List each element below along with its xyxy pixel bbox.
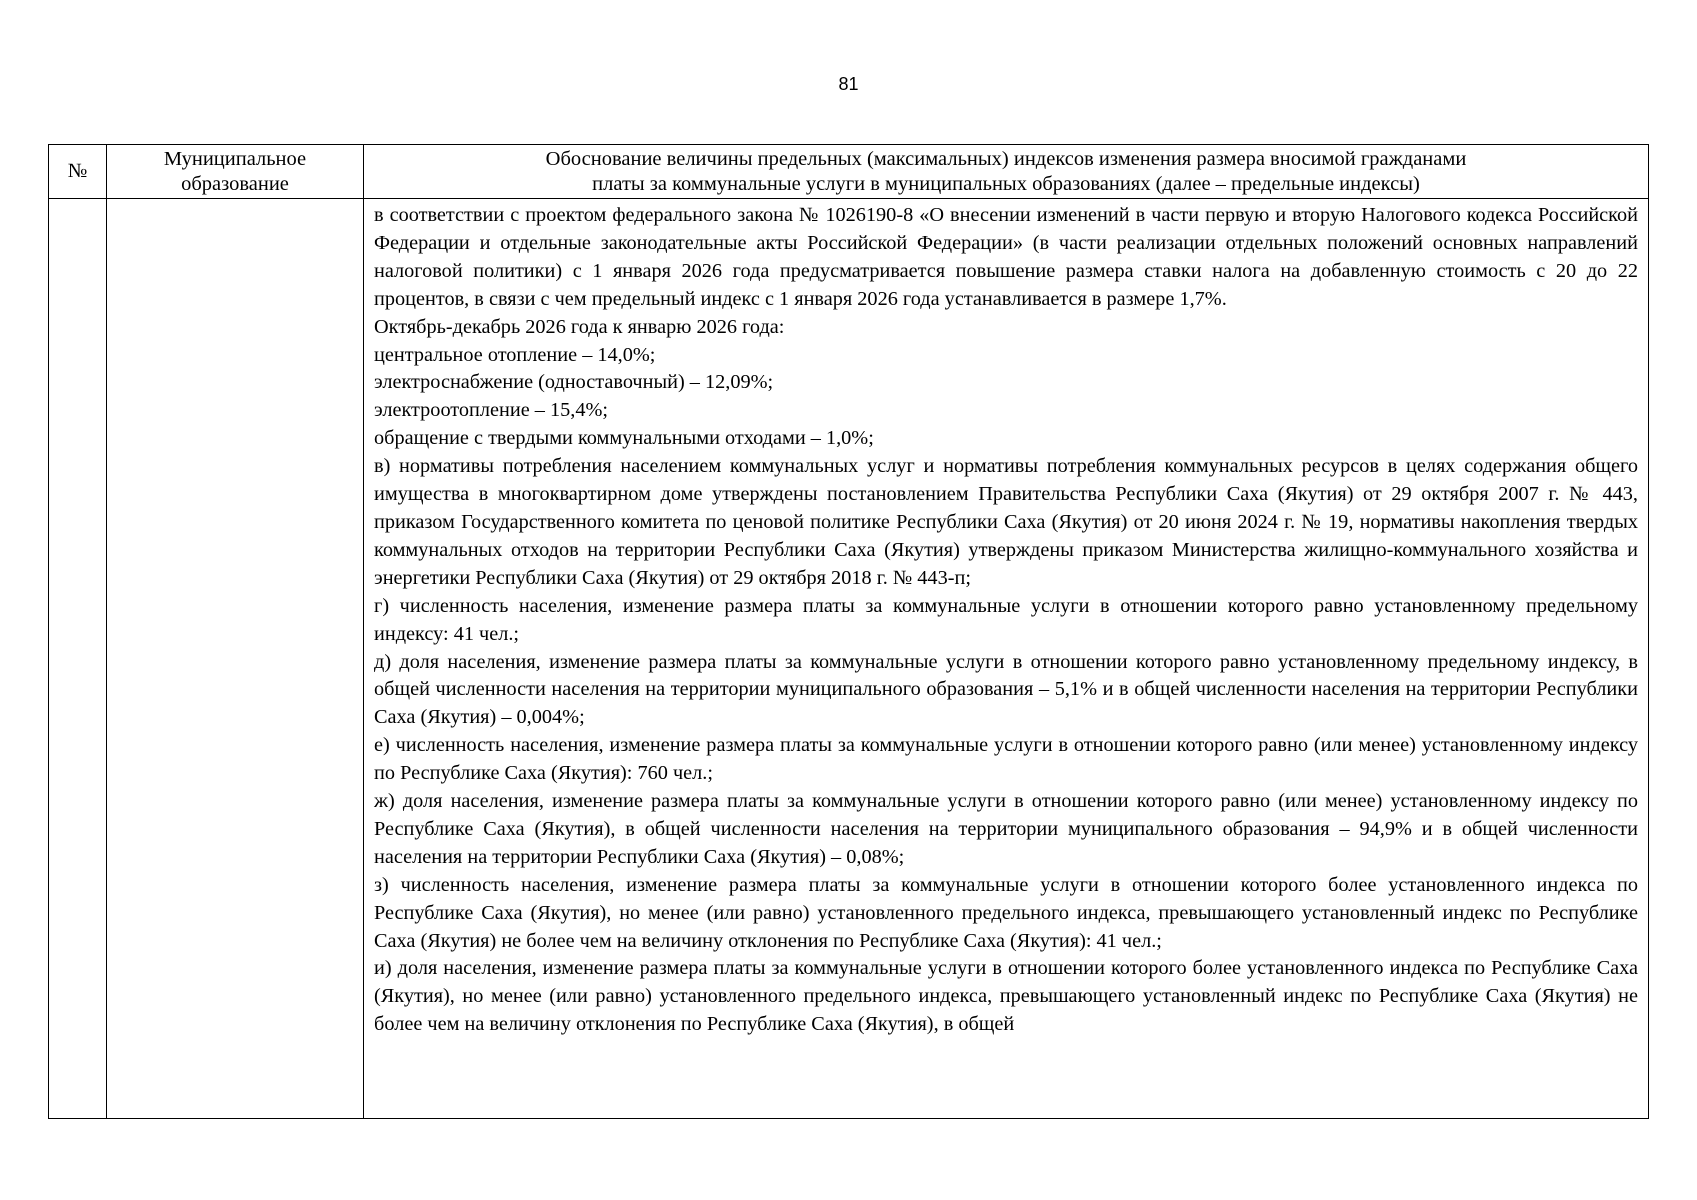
row-justification-cell xyxy=(364,199,1649,1119)
paragraph-electric-heating: электроотопление – 15,4%; xyxy=(374,399,609,422)
row-municipality-cell xyxy=(107,199,364,1119)
table-row xyxy=(49,199,1649,1119)
justification-text xyxy=(364,199,1648,1114)
paragraph-item-e: е) численность населения, изменение размера платы за коммунальные услуги в отношении которого равно (или менее) установленному индексу по Республике Саха (Якутия): 760 чел.; xyxy=(374,734,1638,785)
paragraph-period-heading: Октябрь-декабрь 2026 года к январю 2026 года: xyxy=(374,315,785,338)
paragraph-electricity: электроснабжение (одноставочный) – 12,09%; xyxy=(374,371,774,394)
header-municipality-line-1: Муниципальное xyxy=(163,147,307,170)
header-justification-line-1: Обоснование величины предельных (максимальных) индексов изменения размера вносимой гражданами xyxy=(545,147,1467,170)
page-number: 81 xyxy=(838,74,859,94)
header-number-label: № xyxy=(67,160,88,182)
row-number-cell xyxy=(49,199,107,1119)
paragraph-vat-increase: в соответствии с проектом федерального закона № 1026190-8 «О внесении изменений в части первую и вторую Налогового кодекса Российской Федерации и отдельные законодательные акты Российской Федерации» (в части реализации отдельных положений основных направлений налоговой политики) с 1 января 2026 года предусматривается повышение размера ставки налога на добавленную стоимость с 20 до 22 процентов, в связи с чем предельный индекс с 1 января 2026 года устанавливается в размере 1,7%. xyxy=(374,204,1638,310)
justification-table xyxy=(48,144,1649,1119)
paragraph-central-heating: центральное отопление – 14,0%; xyxy=(374,343,656,366)
paragraph-solid-waste: обращение с твердыми коммунальными отходами – 1,0%; xyxy=(374,427,874,450)
header-number xyxy=(49,145,107,199)
paragraph-item-v: в) нормативы потребления населением коммунальных услуг и нормативы потребления коммунальных ресурсов в целях содержания общего имущества в многоквартирном доме утверждены постановлением Правительства Республики Саха (Якутия) от 29 октября 2007 г. № 443, приказом Государственного комитета по ценовой политике Республики Саха (Якутия) от 20 июня 2024 г. № 19, нормативы накопления твердых коммунальных отходов на территории Республики Саха (Якутия) утверждены приказом Министерства жилищно-коммунального хозяйства и энергетики Республики Саха (Якутия) от 29 октября 2018 г. № 443-п; xyxy=(374,455,1638,589)
paragraph-item-zh: ж) доля населения, изменение размера платы за коммунальные услуги в отношении которого равно (или менее) установленному индексу по Республике Саха (Якутия), в общей численности населения на территории муниципального образования – 94,9% и в общей численности населения на территории Республики Саха (Якутия) – 0,08%; xyxy=(374,790,1638,868)
table-header-row xyxy=(49,145,1649,199)
paragraph-item-i: и) доля населения, изменение размера платы за коммунальные услуги в отношении которого более установленного индекса по Республике Саха (Якутия), но менее (или равно) установленного предельного индекса, превышающего установленный индекс по Республике Саха (Якутия) не более чем на величину отклонения по Республике Саха (Якутия), в общей xyxy=(374,957,1638,1036)
paragraph-item-d: д) доля населения, изменение размера платы за коммунальные услуги в отношении которого равно установленному предельному индексу, в общей численности населения на территории муниципального образования – 5,1% и в общей численности населения на территории Республики Саха (Якутия) – 0,004%; xyxy=(374,650,1638,729)
paragraph-item-z: з) численность населения, изменение размера платы за коммунальные услуги в отношении которого более установленного индекса по Республике Саха (Якутия), но менее (или равно) установленного предельного индекса, превышающего установленный индекс по Республике Саха (Якутия) не более чем на величину отклонения по Республике Саха (Якутия): 41 чел.; xyxy=(374,873,1638,952)
header-justification-line-2: платы за коммунальные услуги в муниципальных образованиях (далее – предельные индексы) xyxy=(592,172,1420,195)
header-municipality-line-2: образование xyxy=(181,172,289,195)
paragraph-item-g: г) численность населения, изменение размера платы за коммунальные услуги в отношении которого равно установленному предельному индексу: 41 чел.; xyxy=(374,594,1638,645)
header-justification xyxy=(364,145,1649,199)
header-municipality xyxy=(107,145,364,199)
